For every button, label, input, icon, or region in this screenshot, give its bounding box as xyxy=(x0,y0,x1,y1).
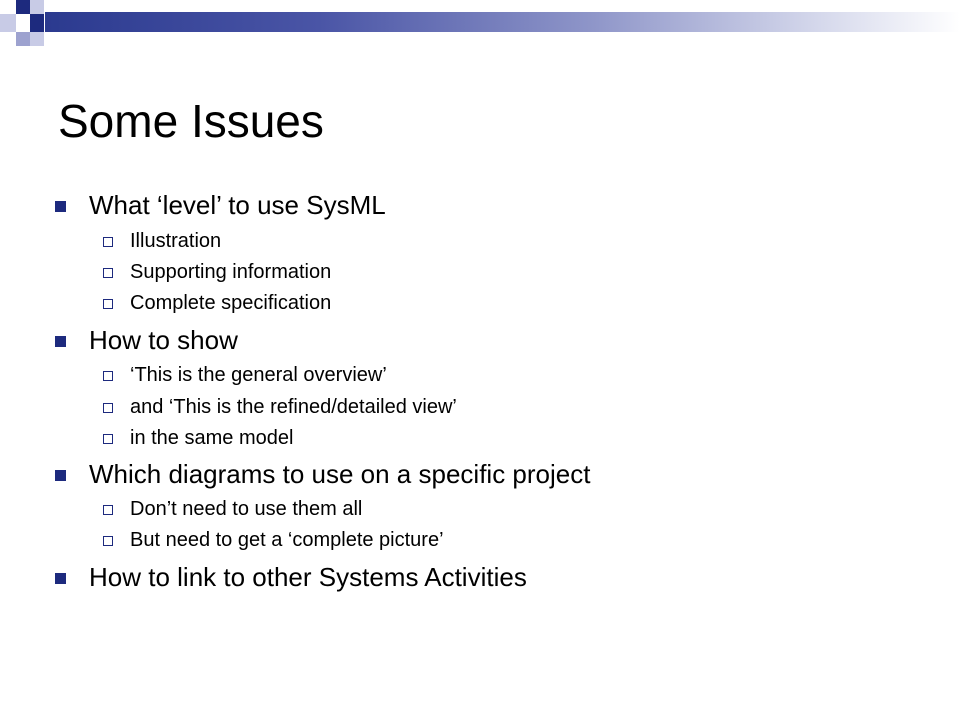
hollow-square-bullet-icon xyxy=(103,434,113,444)
sub-bullet-text: and ‘This is the refined/detailed view’ xyxy=(130,396,457,418)
bullet-text: Which diagrams to use on a specific project xyxy=(89,459,591,489)
sub-bullet-text: Don’t need to use them all xyxy=(130,498,363,520)
hollow-square-bullet-icon xyxy=(103,268,113,278)
hollow-square-bullet-icon xyxy=(103,403,113,413)
hollow-square-bullet-icon xyxy=(103,536,113,546)
square-bullet-icon xyxy=(55,336,66,347)
sub-bullet-text: Complete specification xyxy=(130,292,332,314)
hollow-square-bullet-icon xyxy=(103,505,113,515)
sub-bullet-text: Supporting information xyxy=(130,261,332,283)
bullet-text: How to show xyxy=(89,325,238,355)
square-bullet-icon xyxy=(55,470,66,481)
square-bullet-icon xyxy=(55,201,66,212)
sub-bullet-text: But need to get a ‘complete picture’ xyxy=(130,529,444,551)
hollow-square-bullet-icon xyxy=(103,299,113,309)
hollow-square-bullet-icon xyxy=(103,371,113,381)
hollow-square-bullet-icon xyxy=(103,237,113,247)
slide-title: Some Issues xyxy=(58,95,324,147)
sub-bullet-text: Illustration xyxy=(130,230,222,252)
bullet-text: How to link to other Systems Activities xyxy=(89,562,527,592)
bullet-text: What ‘level’ to use SysML xyxy=(89,190,386,220)
sub-bullet-text: ‘This is the general overview’ xyxy=(130,364,387,386)
square-bullet-icon xyxy=(55,573,66,584)
sub-bullet-text: in the same model xyxy=(130,427,294,449)
